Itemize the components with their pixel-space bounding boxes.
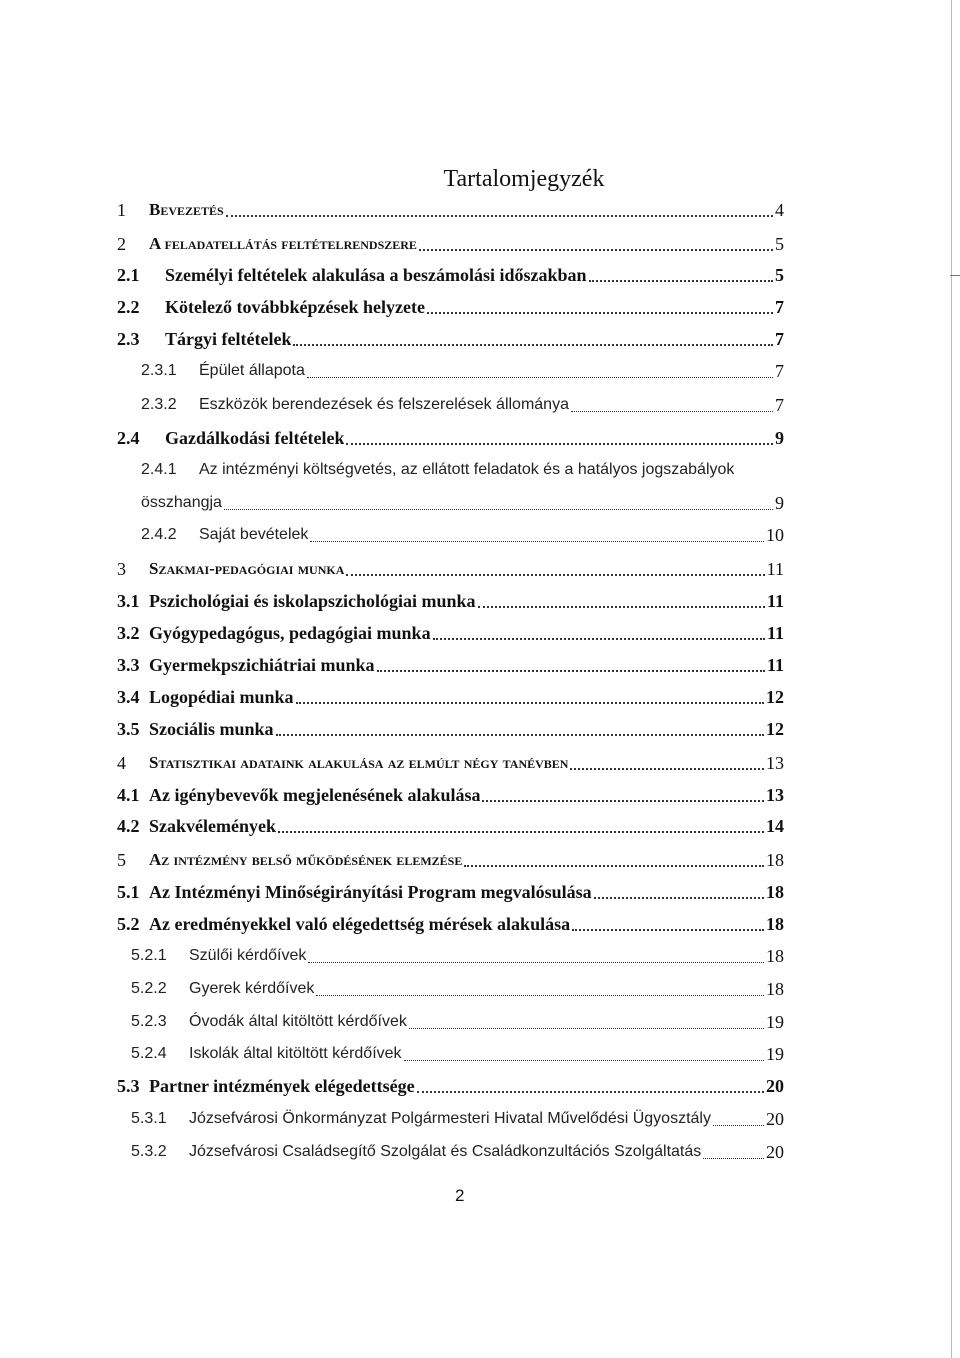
- toc-entry-number: 2.4.1: [141, 461, 177, 478]
- toc-entry-page: 10: [766, 525, 784, 545]
- toc-entry-page: 7: [775, 395, 784, 415]
- toc-entry-page: 4: [775, 200, 784, 220]
- toc-leader-dots: [703, 1157, 764, 1159]
- toc-leader-dots: [224, 508, 773, 510]
- toc-entry[interactable]: [141, 459, 784, 481]
- toc-leader-dots: [310, 540, 764, 542]
- toc-entry-number: 4.1: [117, 785, 140, 805]
- toc-entry[interactable]: [131, 1108, 784, 1130]
- toc-entry-page: 5: [775, 265, 784, 285]
- toc-entry[interactable]: [117, 296, 784, 318]
- toc-entry-page: 19: [766, 1012, 784, 1032]
- toc-entry[interactable]: [131, 1141, 784, 1163]
- toc-leader-dots: [316, 994, 764, 996]
- toc-entry-number: 2: [117, 234, 126, 254]
- toc-entry-number: 5.3: [117, 1076, 140, 1096]
- toc-entry-page: 20: [766, 1109, 784, 1129]
- toc-entry-page: 13: [766, 753, 784, 773]
- toc-leader-dots: [307, 376, 773, 378]
- toc-entry-page: 20: [766, 1076, 784, 1096]
- toc-leader-dots: [433, 637, 765, 640]
- toc-entry-label: Az Intézményi Minőségirányítási Program megvalósulása: [149, 882, 592, 902]
- toc-entry-label: Az intézményi költségvetés, az ellátott feladatok és a hatályos jogszabályok: [199, 461, 735, 478]
- toc-entry-number: 5.2.4: [131, 1045, 167, 1062]
- toc-leader-dots: [226, 214, 773, 217]
- toc-entry-label: Statisztikai adataink alakulása az elmúlt négy tanévben: [149, 753, 569, 772]
- toc-leader-dots: [409, 1027, 764, 1029]
- toc-leader-dots: [419, 248, 773, 251]
- toc-entry-number: 5.2: [117, 914, 140, 934]
- toc-entry-label: Bevezetés: [149, 200, 224, 219]
- toc-entry[interactable]: [117, 558, 784, 580]
- toc-entry[interactable]: [117, 913, 784, 935]
- toc-entry-number: 2.3.1: [141, 362, 177, 379]
- toc-entry-label: Iskolák által kitöltött kérdőívek: [189, 1045, 402, 1062]
- toc-entry-label: Tárgyi feltételek: [165, 329, 292, 349]
- toc-entry-page: 7: [775, 329, 784, 349]
- toc-entry-number: 5.3.2: [131, 1143, 167, 1160]
- toc-leader-dots: [427, 311, 773, 314]
- toc-entry-number: 5: [117, 850, 126, 870]
- toc-leader-dots: [296, 701, 764, 704]
- toc-entry[interactable]: [117, 752, 784, 774]
- toc-entry[interactable]: [117, 199, 784, 221]
- toc-entry-label: Szülői kérdőívek: [189, 947, 307, 964]
- toc-entry-label: Eszközök berendezések és felszerelések állománya: [199, 396, 569, 413]
- toc-entry[interactable]: [117, 622, 784, 644]
- toc-entry[interactable]: [141, 394, 784, 416]
- toc-entry-label: Kötelező továbbképzések helyzete: [165, 297, 425, 317]
- toc-entry-label: Épület állapota: [199, 362, 305, 379]
- toc-entry-number: 5.2.1: [131, 947, 167, 964]
- toc-leader-dots: [482, 799, 764, 802]
- toc-entry-number: 5.1: [117, 882, 140, 902]
- toc-entry-page: 11: [766, 559, 784, 579]
- page-number: 2: [455, 1186, 465, 1205]
- toc-leader-dots: [570, 767, 764, 770]
- toc-leader-dots: [346, 442, 773, 445]
- toc-entry-number: 3.3: [117, 655, 140, 675]
- toc-entry[interactable]: [131, 1043, 784, 1065]
- toc-entry-number: 2.3: [117, 329, 140, 349]
- toc-entry-number: 2.4.2: [141, 526, 177, 543]
- toc-entry[interactable]: [141, 524, 784, 546]
- toc-entry-page: 18: [766, 946, 784, 966]
- toc-leader-dots: [346, 573, 764, 576]
- toc-entry-page: 14: [766, 816, 784, 836]
- toc-entry-page: 9: [775, 493, 784, 513]
- toc-entry[interactable]: [131, 1011, 784, 1033]
- toc-entry-number: 3.2: [117, 623, 140, 643]
- toc-entry-label: Az eredményekkel való elégedettség mérések alakulása: [149, 914, 571, 934]
- toc-entry-label: Gyermekpszichiátriai munka: [149, 655, 375, 675]
- toc-entry[interactable]: [117, 718, 784, 740]
- toc-entry-label: Józsefvárosi Önkormányzat Polgármesteri Hivatal Művelődési Ügyosztály: [189, 1110, 711, 1127]
- toc-entry[interactable]: [131, 945, 784, 967]
- toc-entry-page: 7: [775, 297, 784, 317]
- toc-entry-label: Gyerek kérdőívek: [189, 980, 315, 997]
- toc-entry[interactable]: [117, 654, 784, 676]
- toc-leader-dots: [478, 605, 765, 608]
- toc-entry[interactable]: [141, 360, 784, 382]
- toc-entry-number: 3.1: [117, 591, 140, 611]
- toc-entry[interactable]: [117, 1075, 784, 1097]
- toc-entry-page: 18: [766, 914, 784, 934]
- toc-entry-page: 13: [766, 785, 784, 805]
- toc-entry[interactable]: [131, 978, 784, 1000]
- toc-leader-dots: [594, 896, 764, 899]
- toc-entry[interactable]: [117, 686, 784, 708]
- toc-entry[interactable]: [117, 264, 784, 286]
- toc-entry-label: Az intézmény belső működésének elemzése: [149, 850, 463, 869]
- toc-leader-dots: [278, 830, 764, 833]
- toc-entry-number: 5.3.1: [131, 1110, 167, 1127]
- toc-entry-page: 9: [775, 428, 784, 448]
- toc-entry[interactable]: [117, 328, 784, 350]
- toc-leader-dots: [589, 279, 774, 282]
- toc-entry-number: 2.2: [117, 297, 140, 317]
- toc-entry-label: Szociális munka: [149, 719, 274, 739]
- toc-entry-number: 4: [117, 753, 126, 773]
- toc-entry-page: 18: [766, 882, 784, 902]
- toc-entry[interactable]: [117, 590, 784, 612]
- toc-entry-label: összhangja: [141, 494, 222, 511]
- toc-entry-page: 7: [775, 361, 784, 381]
- toc-leader-dots: [308, 961, 764, 963]
- toc-entry-page: 11: [766, 591, 784, 611]
- toc-leader-dots: [377, 669, 765, 672]
- toc-entry[interactable]: [117, 815, 784, 837]
- toc-entry[interactable]: [117, 427, 784, 449]
- toc-entry-continuation[interactable]: [141, 492, 784, 514]
- toc-entry-number: 2.3.2: [141, 396, 177, 413]
- toc-entry-number: 2.1: [117, 265, 140, 285]
- scan-edge-tick: [950, 275, 960, 276]
- toc-leader-dots: [572, 928, 764, 931]
- toc-entry-page: 11: [766, 655, 784, 675]
- toc-entry-label: Gazdálkodási feltételek: [165, 428, 345, 448]
- toc-entry-page: 12: [766, 719, 784, 739]
- toc-entry[interactable]: [117, 849, 784, 871]
- toc-leader-dots: [417, 1090, 764, 1093]
- toc-entry-label: Józsefvárosi Családsegítő Szolgálat és Családkonzultációs Szolgáltatás: [189, 1143, 702, 1160]
- toc-entry-label: Óvodák által kitöltött kérdőívek: [189, 1013, 407, 1030]
- toc-leader-dots: [404, 1059, 764, 1061]
- toc-leader-dots: [276, 733, 764, 736]
- toc-entry-number: 3.5: [117, 719, 140, 739]
- toc-entry-label: Szakmai-pedagógiai munka: [149, 559, 345, 578]
- toc-entry-label: Pszichológiai és iskolapszichológiai munka: [149, 591, 476, 611]
- toc-entry-page: 12: [766, 687, 784, 707]
- toc-leader-dots: [293, 343, 773, 346]
- toc-leader-dots: [713, 1124, 764, 1126]
- toc-entry-label: Szakvélemények: [149, 816, 276, 836]
- toc-entry-page: 20: [766, 1142, 784, 1162]
- page-title: Tartalomjegyzék: [443, 166, 605, 192]
- toc-entry-label: Partner intézmények elégedettsége: [149, 1076, 415, 1096]
- toc-entry-page: 18: [766, 850, 784, 870]
- toc-entry-number: 5.2.2: [131, 980, 167, 997]
- toc-entry-page: 5: [775, 234, 784, 254]
- toc-entry-label: Saját bevételek: [199, 526, 309, 543]
- toc-leader-dots: [571, 410, 773, 412]
- toc-entry-label: A feladatellátás feltételrendszere: [149, 234, 417, 253]
- toc-entry-label: Gyógypedagógus, pedagógiai munka: [149, 623, 431, 643]
- toc-entry[interactable]: [117, 784, 784, 806]
- toc-entry-number: 4.2: [117, 816, 140, 836]
- toc-entry[interactable]: [117, 881, 784, 903]
- toc-entry-page: 19: [766, 1044, 784, 1064]
- toc-leader-dots: [464, 864, 764, 867]
- toc-entry-page: 11: [766, 623, 784, 643]
- toc-entry-number: 3.4: [117, 687, 140, 707]
- toc-entry-number: 1: [117, 200, 126, 220]
- toc-entry-number: 2.4: [117, 428, 140, 448]
- toc-entry[interactable]: [117, 233, 784, 255]
- toc-entry-page: 18: [766, 979, 784, 999]
- toc-entry-number: 5.2.3: [131, 1013, 167, 1030]
- toc-entry-label: Személyi feltételek alakulása a beszámolási időszakban: [165, 265, 587, 285]
- toc-entry-number: 3: [117, 559, 126, 579]
- scan-edge-line: [951, 0, 952, 1358]
- toc-entry-label: Logopédiai munka: [149, 687, 294, 707]
- toc-entry-label: Az igénybevevők megjelenésének alakulása: [149, 785, 481, 805]
